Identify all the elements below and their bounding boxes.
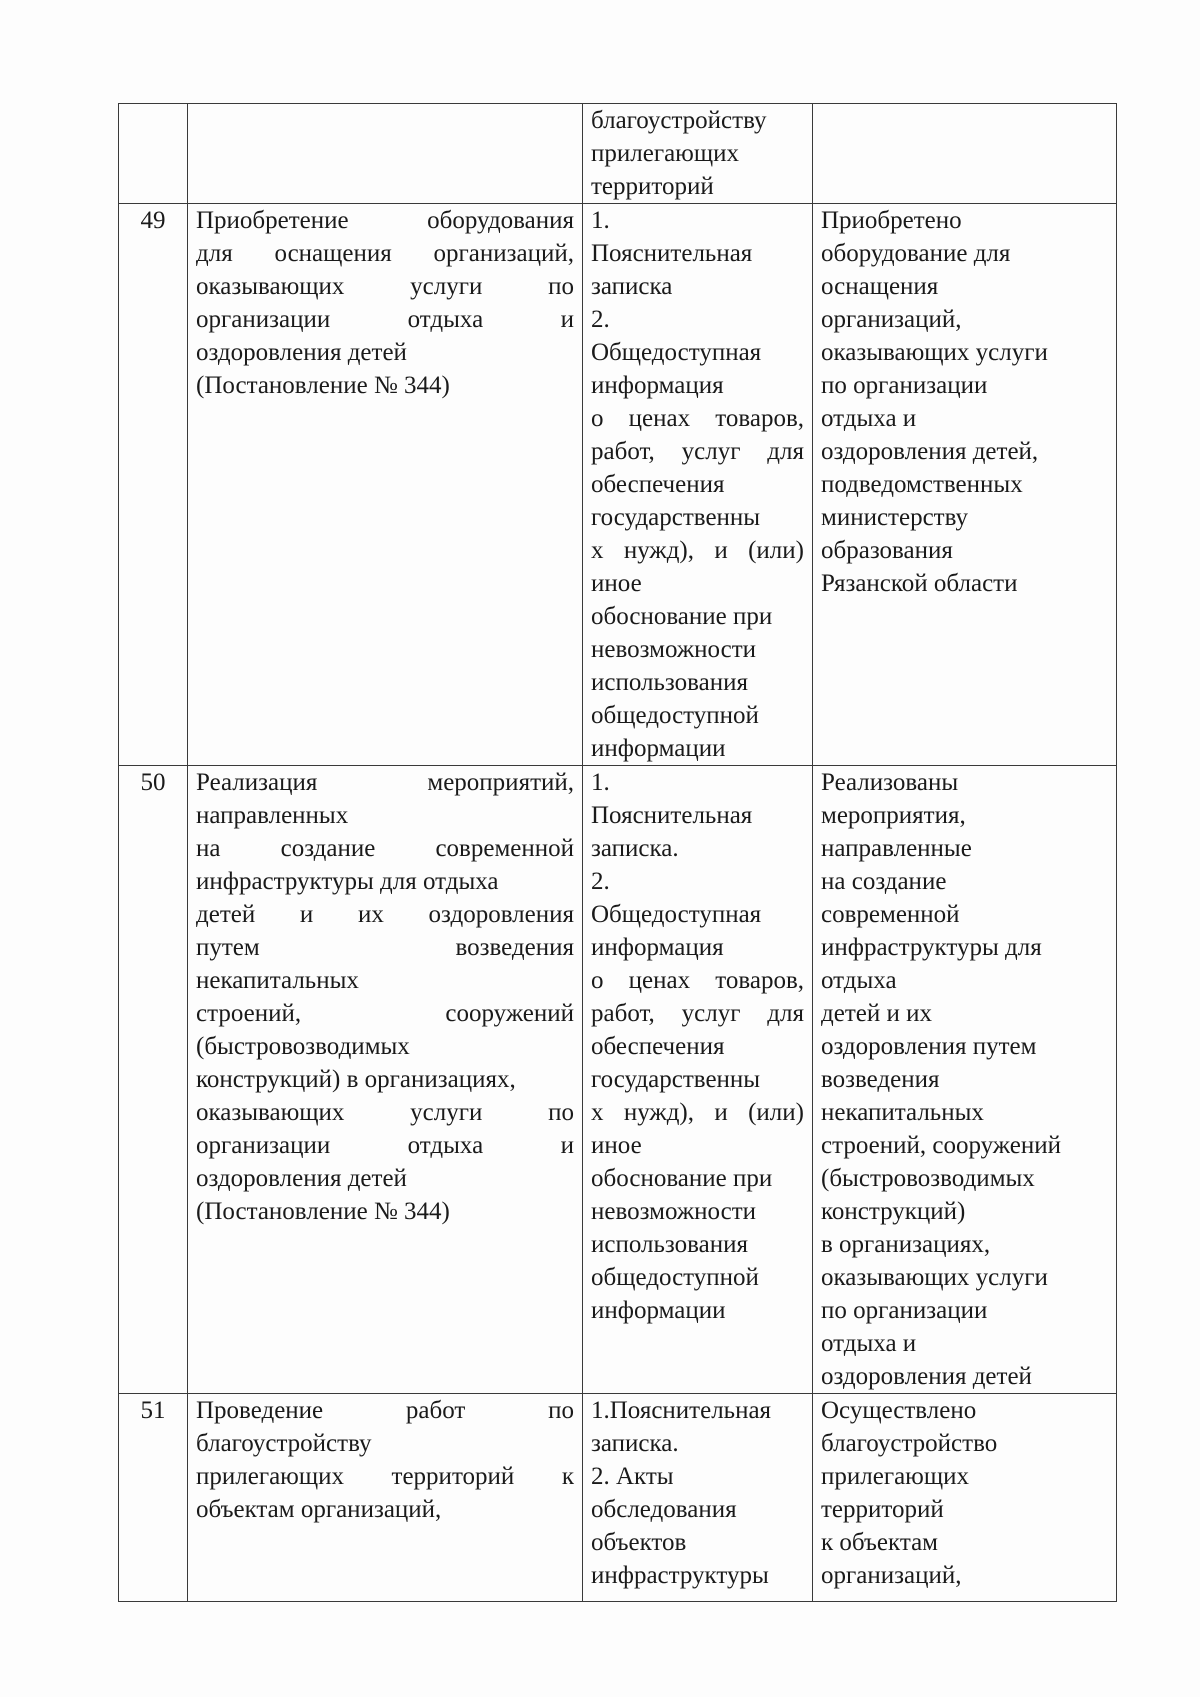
cell-text-line: работ, услуг для bbox=[591, 1000, 804, 1027]
cell-text-line: организаций, bbox=[821, 306, 962, 333]
cell-text-line: оздоровления детей bbox=[196, 1165, 407, 1192]
cell-text-line: записка. bbox=[591, 835, 679, 862]
cell-text-line: прилегающих bbox=[821, 1463, 969, 1490]
cell-text-line: оказывающих услуги по bbox=[196, 1099, 574, 1126]
cell-text-line: Пояснительная bbox=[591, 240, 753, 267]
table-row bbox=[119, 766, 1117, 1394]
cell-text-line: (Постановление № 344) bbox=[196, 372, 450, 399]
cell-text-line: возведения bbox=[821, 1066, 940, 1093]
row-number-cell bbox=[119, 1394, 188, 1602]
cell-text-line: (Постановление № 344) bbox=[196, 1198, 450, 1225]
cell-text-line: благоустройству bbox=[196, 1430, 372, 1457]
activity-name-cell bbox=[188, 1394, 583, 1602]
row-number-cell bbox=[119, 204, 188, 766]
cell-text-line: (быстровозводимых bbox=[821, 1165, 1035, 1192]
cell-text-line: Общедоступная bbox=[591, 339, 762, 366]
cell-text-line: государственны bbox=[591, 1066, 761, 1093]
cell-text-line: отдыха bbox=[821, 967, 897, 994]
cell-text-line: 1. bbox=[591, 207, 610, 234]
cell-text-line: 2. bbox=[591, 306, 610, 333]
cell-text-line: путем возведения bbox=[196, 934, 574, 961]
cell-text-line: оказывающих услуги bbox=[821, 1264, 1048, 1291]
cell-text-line: (быстровозводимых bbox=[196, 1033, 410, 1060]
cell-text-line: направленных bbox=[196, 802, 349, 829]
table-row bbox=[119, 1394, 1117, 1602]
cell-text-line: оздоровления детей bbox=[196, 339, 407, 366]
documents-cell bbox=[583, 766, 813, 1394]
cell-text-line: о ценах товаров, bbox=[591, 967, 804, 994]
cell-text-line: по организации bbox=[821, 372, 988, 399]
cell-text-line: Проведение работ по bbox=[196, 1397, 574, 1424]
cell-text-line: оснащения bbox=[821, 273, 939, 300]
cell-text-line: прилегающих территорий к bbox=[196, 1463, 574, 1490]
cell-text-line: информация bbox=[591, 372, 724, 399]
cell-text-line: объектам организаций, bbox=[196, 1496, 442, 1523]
documents-cell bbox=[583, 204, 813, 766]
cell-text-line: записка bbox=[591, 273, 673, 300]
cell-text-line: 1.Пояснительная bbox=[591, 1397, 772, 1424]
cell-text-line: о ценах товаров, bbox=[591, 405, 804, 432]
row-number: 50 bbox=[140, 769, 166, 796]
cell-text-line: детей и их bbox=[821, 1000, 932, 1027]
cell-text-line: невозможности bbox=[591, 636, 757, 663]
cell-text-line: использования bbox=[591, 669, 748, 696]
activity-name-cell bbox=[188, 766, 583, 1394]
cell-text-line: некапитальных bbox=[196, 967, 359, 994]
result-cell bbox=[813, 204, 1117, 766]
cell-text-line: оздоровления детей bbox=[821, 1363, 1032, 1390]
cell-text-line: информации bbox=[591, 735, 726, 762]
result-cell bbox=[813, 1394, 1117, 1602]
cell-text-line: оборудование для bbox=[821, 240, 1011, 267]
row-number-cell bbox=[119, 766, 188, 1394]
documents-line: благоустройству bbox=[591, 107, 767, 134]
cell-text-line: Приобретение оборудования bbox=[196, 207, 574, 234]
documents-cell bbox=[583, 1394, 813, 1602]
cell-text-line: отдыха и bbox=[821, 1330, 917, 1357]
cell-text-line: оказывающих услуги по bbox=[196, 273, 574, 300]
cell-text-line: обоснование при bbox=[591, 1165, 773, 1192]
cell-text-line: конструкций) в организациях, bbox=[196, 1066, 516, 1093]
cell-text-line: х нужд), и (или) bbox=[591, 537, 804, 564]
cell-text-line: на создание bbox=[821, 868, 947, 895]
activity-name-cell bbox=[188, 204, 583, 766]
cell-text-line: общедоступной bbox=[591, 1264, 759, 1291]
cell-text-line: к объектам bbox=[821, 1529, 938, 1556]
cell-text-line: для оснащения организаций, bbox=[196, 240, 574, 267]
row-number-cell bbox=[119, 104, 188, 204]
documents-cell bbox=[583, 104, 813, 204]
cell-text-line: обоснование при bbox=[591, 603, 773, 630]
cell-text-line: 1. bbox=[591, 769, 610, 796]
cell-text-line: 2. Акты bbox=[591, 1463, 674, 1490]
cell-text-line: оздоровления путем bbox=[821, 1033, 1037, 1060]
result-cell bbox=[813, 766, 1117, 1394]
report-table-body bbox=[119, 104, 1117, 1602]
cell-text-line: строений, сооружений bbox=[196, 1000, 574, 1027]
cell-text-line: обеспечения bbox=[591, 471, 725, 498]
table-row bbox=[119, 104, 1117, 204]
cell-text-line: Осуществлено bbox=[821, 1397, 977, 1424]
cell-text-line: записка. bbox=[591, 1430, 679, 1457]
cell-text-line: работ, услуг для bbox=[591, 438, 804, 465]
row-number: 51 bbox=[140, 1397, 166, 1424]
cell-text-line: на создание современной bbox=[196, 835, 574, 862]
cell-text-line: иное bbox=[591, 570, 642, 597]
cell-text-line: детей и их оздоровления bbox=[196, 901, 574, 928]
cell-text-line: отдыха и bbox=[821, 405, 917, 432]
cell-text-line: организации отдыха и bbox=[196, 1132, 574, 1159]
cell-text-line: Реализованы bbox=[821, 769, 959, 796]
cell-text-line: Общедоступная bbox=[591, 901, 762, 928]
report-table bbox=[118, 103, 1117, 1602]
row-number: 49 bbox=[140, 207, 166, 234]
cell-text-line: территорий bbox=[821, 1496, 944, 1523]
cell-text-line: обеспечения bbox=[591, 1033, 725, 1060]
cell-text-line: использования bbox=[591, 1231, 748, 1258]
activity-name-cell bbox=[188, 104, 583, 204]
cell-text-line: оказывающих услуги bbox=[821, 339, 1048, 366]
cell-text-line: Пояснительная bbox=[591, 802, 753, 829]
cell-text-line: организации отдыха и bbox=[196, 306, 574, 333]
cell-text-line: х нужд), и (или) bbox=[591, 1099, 804, 1126]
cell-text-line: Реализация мероприятий, bbox=[196, 769, 574, 796]
result-cell bbox=[813, 104, 1117, 204]
cell-text-line: образования bbox=[821, 537, 953, 564]
cell-text-line: общедоступной bbox=[591, 702, 759, 729]
cell-text-line: инфраструктуры для отдыха bbox=[196, 868, 499, 895]
table-row bbox=[119, 204, 1117, 766]
cell-text-line: министерству bbox=[821, 504, 969, 531]
cell-text-line: инфраструктуры bbox=[591, 1562, 769, 1589]
cell-text-line: информации bbox=[591, 1297, 726, 1324]
cell-text-line: обследования bbox=[591, 1496, 737, 1523]
cell-text-line: инфраструктуры для bbox=[821, 934, 1042, 961]
cell-text-line: иное bbox=[591, 1132, 642, 1159]
cell-text-line: информация bbox=[591, 934, 724, 961]
cell-text-line: некапитальных bbox=[821, 1099, 984, 1126]
cell-text-line: Рязанской области bbox=[821, 570, 1018, 597]
cell-text-line: оздоровления детей, bbox=[821, 438, 1039, 465]
cell-text-line: в организациях, bbox=[821, 1231, 991, 1258]
cell-text-line: мероприятия, bbox=[821, 802, 966, 829]
cell-text-line: конструкций) bbox=[821, 1198, 966, 1225]
cell-text-line: по организации bbox=[821, 1297, 988, 1324]
cell-text-line: подведомственных bbox=[821, 471, 1023, 498]
cell-text-line: организаций, bbox=[821, 1562, 962, 1589]
cell-text-line: современной bbox=[821, 901, 960, 928]
cell-text-line: объектов bbox=[591, 1529, 687, 1556]
cell-text-line: благоустройство bbox=[821, 1430, 998, 1457]
cell-text-line: невозможности bbox=[591, 1198, 757, 1225]
cell-text-line: направленные bbox=[821, 835, 972, 862]
cell-text-line: строений, сооружений bbox=[821, 1132, 1061, 1159]
cell-text-line: Приобретено bbox=[821, 207, 962, 234]
documents-line: территорий bbox=[591, 173, 714, 200]
cell-text-line: 2. bbox=[591, 868, 610, 895]
cell-text-line: государственны bbox=[591, 504, 761, 531]
documents-line: прилегающих bbox=[591, 140, 739, 167]
